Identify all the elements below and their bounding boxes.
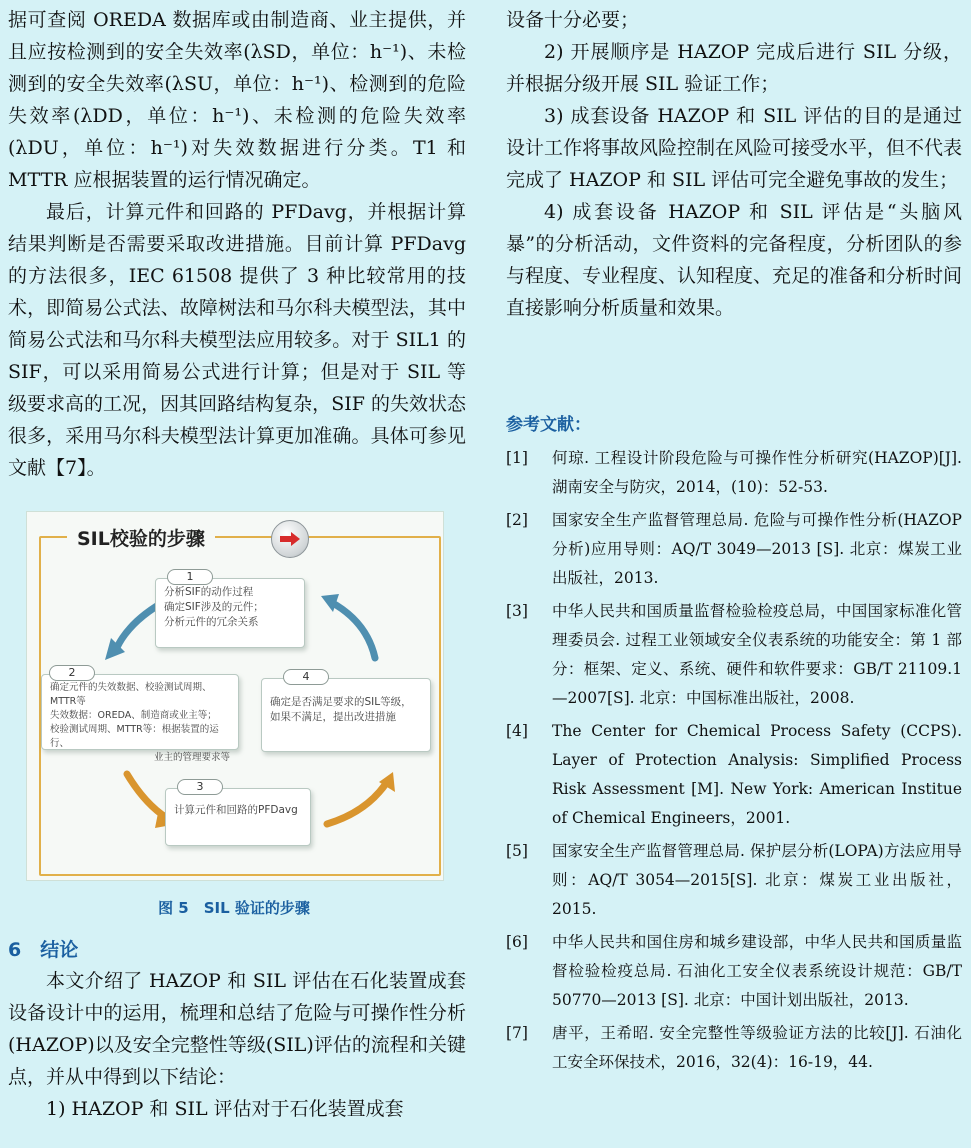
references-list xyxy=(506,444,962,1081)
arrow-4-to-1 xyxy=(331,602,375,658)
step-text: 确定是否满足要求的SIL等级， xyxy=(270,696,412,708)
reference-text: 国家安全生产监督管理总局. 保护层分析(LOPA)方法应用导则：AQ/T 3054—2015[S]. 北京：煤炭工业出版社，2015. xyxy=(552,842,962,918)
reference-item xyxy=(506,928,962,1015)
reference-item xyxy=(506,837,962,924)
step-box-1 xyxy=(155,578,305,648)
reference-text: 中华人民共和国质量监督检验检疫总局，中国国家标准化管理委员会. 过程工业领域安全仪表系统的功能安全：第 1 部分：框架、定义、系统、硬件和软件要求：GB/T 21109.1—2007[S]. 北京：中国标准出版社，2008. xyxy=(552,602,962,707)
figure-sil-steps xyxy=(26,511,444,881)
body-paragraph: 最后，计算元件和回路的 PFDavg，并根据计算结果判断是否需要采取改进措施。目前计算 PFDavg 的方法很多，IEC 61508 提供了 3 种比较常用的技术，即简易公式法、故障树法和马尔科夫模型法，其中简易公式法和马尔科夫模型法应用较多。对于 SIL1 的 SIF，可以采用简易公式进行计算；但是对于 SIL 等级要求高的工况，因其回路结构复杂，SIF 的失效状态很多，采用马尔科夫模型法计算更加准确。具体可参见文献【7】。 xyxy=(8,201,466,479)
left-column xyxy=(8,4,466,484)
section-heading: 6 结论 xyxy=(8,939,79,961)
step-number: 3 xyxy=(177,779,223,795)
right-column xyxy=(506,4,963,1071)
step-text: 计算元件和回路的PFDavg xyxy=(174,804,298,816)
reference-text: 唐平，王希昭. 安全完整性等级验证方法的比较[J]. 石油化工安全环保技术，2016，32(4)：16-19，44. xyxy=(552,1024,962,1071)
body-paragraph: 设备十分必要； xyxy=(506,9,640,31)
list-item: 2) 开展顺序是 HAZOP 完成后进行 SIL 分级，并根据分级开展 SIL 验证工作； xyxy=(506,41,962,95)
references-title: 参考文献： xyxy=(506,415,591,435)
step-text: 分析元件的冗余关系 xyxy=(164,616,259,628)
step-text: 确定SIF涉及的元件； xyxy=(164,601,264,613)
reference-number: [5] xyxy=(506,842,528,860)
reference-number: [2] xyxy=(506,511,528,529)
reference-text: 何琼. 工程设计阶段危险与可操作性分析研究(HAZOP)[J]. 湖南安全与防灾，2014，(10)：52-53. xyxy=(552,449,962,496)
step-text: 业主的管理要求等 xyxy=(153,752,230,763)
reference-number: [6] xyxy=(506,933,528,951)
reference-text: 国家安全生产监督管理总局. 危险与可操作性分析(HAZOP分析)应用导则：AQ/T 3049—2013 [S]. 北京：煤炭工业出版社，2013. xyxy=(552,511,962,587)
step-text: 确定元件的失效数据、校验测试周期、MTTR等 xyxy=(50,682,212,707)
step-box-3 xyxy=(165,788,311,846)
body-paragraph: 1) HAZOP 和 SIL 评估对于石化装置成套 xyxy=(46,1098,404,1120)
reference-item xyxy=(506,597,962,713)
reference-number: [4] xyxy=(506,722,528,740)
body-paragraph: 据可查阅 OREDA 数据库或由制造商、业主提供，并且应按检测到的安全失效率(λSD，单位：h⁻¹)、未检测到的安全失效率(λSU，单位：h⁻¹)、检测到的危险失效率(λDD，单位：h⁻¹)、未检测的危险失效率(λDU，单位：h⁻¹)对失效数据进行分类。T1 和 MTTR 应根据装置的运行情况确定。 xyxy=(8,9,466,191)
step-box-4 xyxy=(261,678,431,752)
reference-item xyxy=(506,717,962,833)
step-text: 校验测试周期、MTTR等：根据装置的运行、 xyxy=(50,724,219,749)
step-text: 如果不满足，提出改进措施 xyxy=(270,711,396,723)
reference-number: [7] xyxy=(506,1024,528,1042)
step-number: 1 xyxy=(167,569,213,585)
figure-caption: 图 5 SIL 验证的步骤 xyxy=(158,899,310,917)
step-text: 分析SIF的动作过程 xyxy=(164,586,254,598)
arrow-3-to-4 xyxy=(327,782,387,824)
step-number: 2 xyxy=(49,665,95,681)
reference-number: [3] xyxy=(506,602,528,620)
list-item: 3) 成套设备 HAZOP 和 SIL 评估的目的是通过设计工作将事故风险控制在风险可接受水平，但不代表完成了 HAZOP 和 SIL 评估可完全避免事故的发生； xyxy=(506,105,963,191)
body-paragraph: 本文介绍了 HAZOP 和 SIL 评估在石化装置成套设备设计中的运用，梳理和总结了危险与可操作性分析(HAZOP)以及安全完整性等级(SIL)评估的流程和关键点，并从中得到以下结论： xyxy=(8,970,466,1088)
reference-text: The Center for Chemical Process Safety (CCPS). Layer of Protection Analysis: Simplified Process Risk Assessment [M]. New York: American Institue of Chemical Engineers，2001. xyxy=(552,722,962,827)
step-text: 失效数据：OREDA、制造商或业主等； xyxy=(50,710,217,721)
list-item: 4) 成套设备 HAZOP 和 SIL 评估是“头脑风暴”的分析活动，文件资料的完备程度，分析团队的参与程度、专业程度、认知程度、充足的准备和分析时间直接影响分析质量和效果。 xyxy=(506,201,963,319)
reference-number: [1] xyxy=(506,449,528,467)
reference-item xyxy=(506,506,962,593)
conclusion-text xyxy=(8,965,466,1125)
reference-text: 中华人民共和国住房和城乡建设部，中华人民共和国质量监督检验检疫总局. 石油化工安全仪表系统设计规范：GB/T 50770—2013 [S]. 北京：中国计划出版社，2013. xyxy=(552,933,962,1009)
step-number: 4 xyxy=(283,669,329,685)
reference-item xyxy=(506,1019,962,1077)
reference-item xyxy=(506,444,962,502)
step-box-2 xyxy=(41,674,239,763)
figure-title: SIL校验的步骤 xyxy=(67,522,215,553)
